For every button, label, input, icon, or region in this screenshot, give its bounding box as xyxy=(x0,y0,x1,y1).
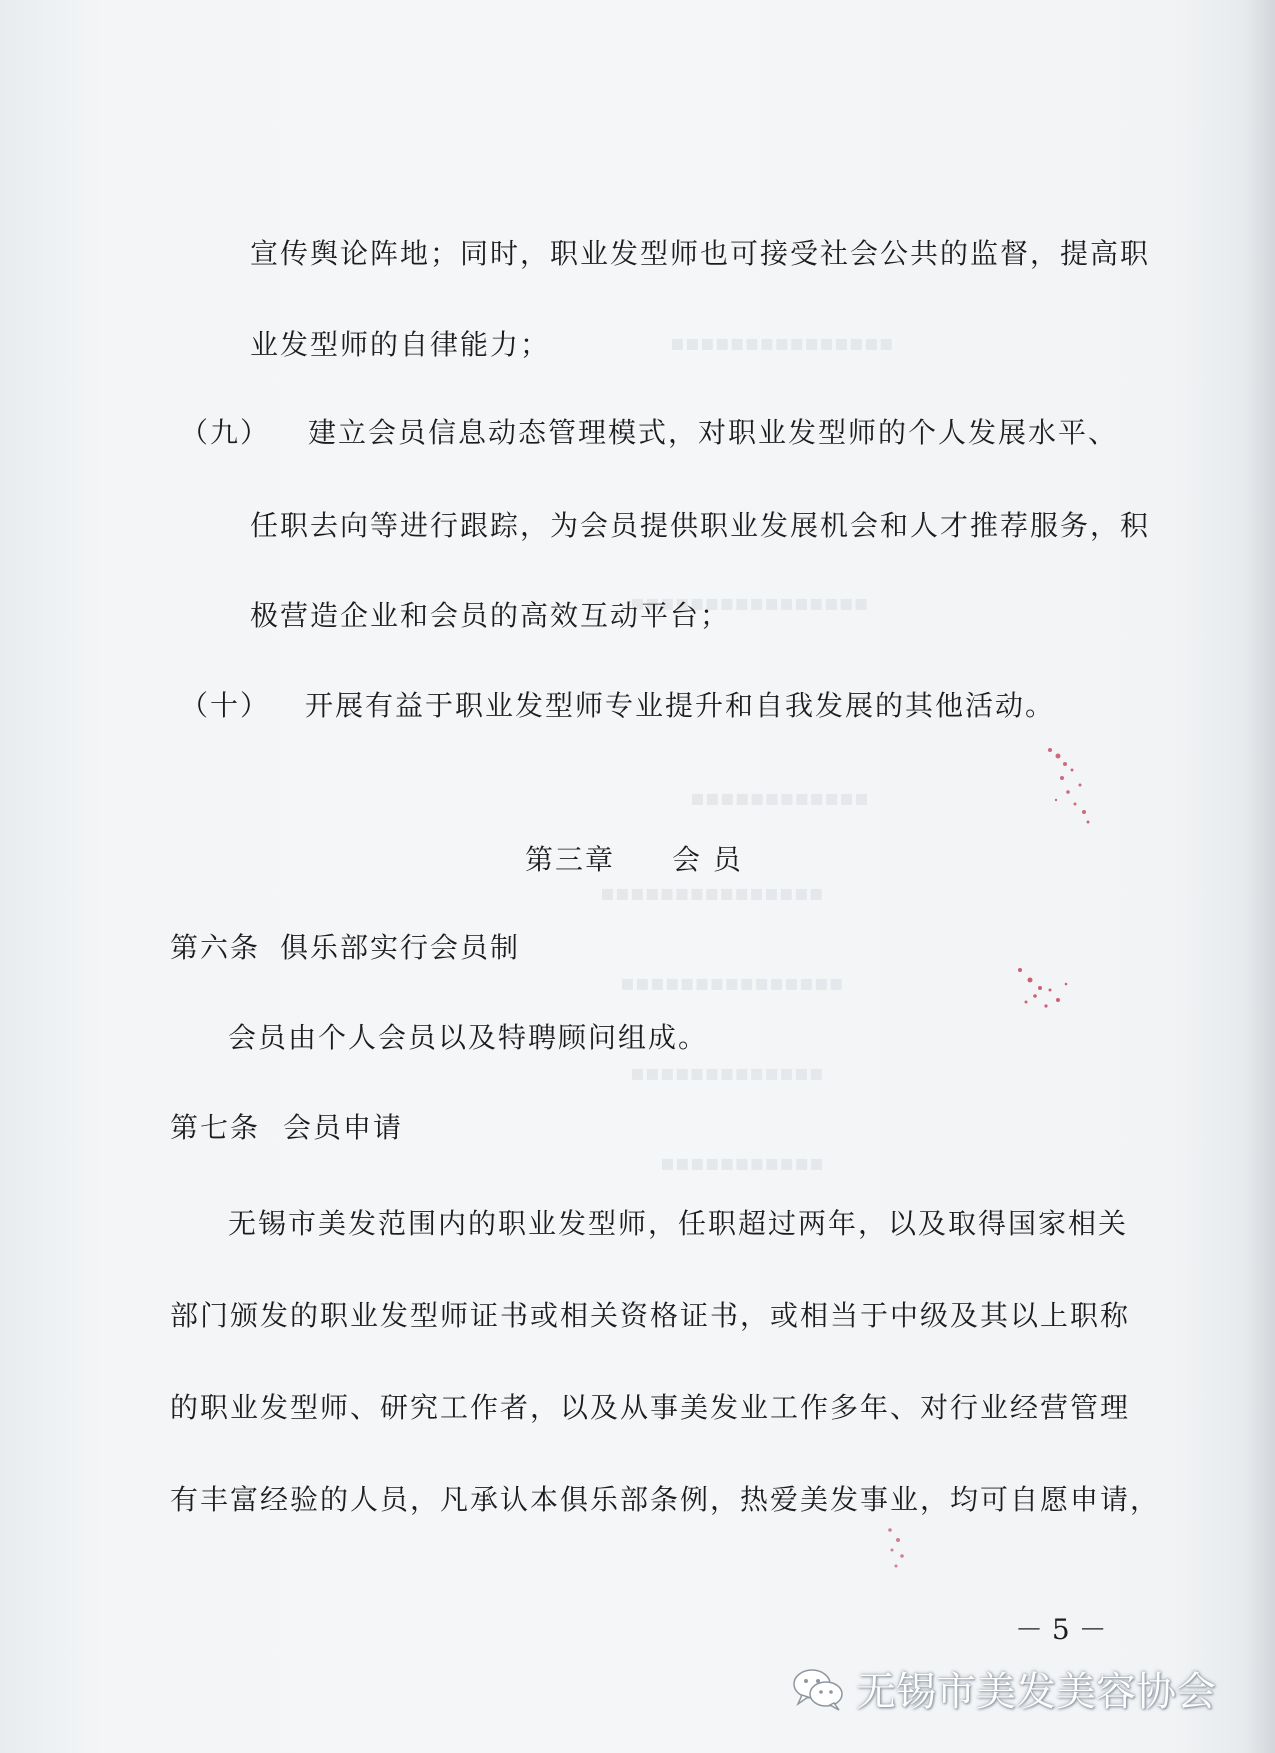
body-line: 开展有益于职业发型师专业提升和自我发展的其他活动。 xyxy=(305,689,1056,722)
chapter-heading: 第三章 xyxy=(525,843,616,876)
seal-stamp-fragment xyxy=(1020,730,1130,840)
body-line: 建立会员信息动态管理模式，对职业发型师的个人发展水平、 xyxy=(308,416,1119,449)
item-marker: （十） xyxy=(180,689,271,722)
watermark xyxy=(790,1660,1216,1717)
article-number: 第七条 xyxy=(170,1111,261,1144)
bleed-through-text: ▪▪▪▪▪▪▪▪▪▪▪ xyxy=(660,1151,825,1176)
article-title: 俱乐部实行会员制 xyxy=(280,931,521,964)
body-line: 极营造企业和会员的高效互动平台； xyxy=(250,599,731,632)
body-line: 有丰富经验的人员，凡承认本俱乐部条例，热爱美发事业，均可自愿申请， xyxy=(170,1483,1161,1516)
seal-stamp-fragment xyxy=(1000,940,1110,1050)
article-number: 第六条 xyxy=(170,931,261,964)
article-title: 会员申请 xyxy=(283,1111,404,1144)
bleed-through-text: ▪▪▪▪▪▪▪▪▪▪▪▪▪▪▪ xyxy=(600,881,824,906)
body-line: 的职业发型师、研究工作者，以及从事美发业工作多年、对行业经营管理 xyxy=(170,1391,1131,1424)
item-marker: （九） xyxy=(180,416,271,449)
body-line: 无锡市美发范围内的职业发型师，任职超过两年，以及取得国家相关 xyxy=(228,1207,1129,1240)
bleed-through-text: ▪▪▪▪▪▪▪▪▪▪▪▪▪▪▪▪ xyxy=(630,591,869,616)
page-edge-shadow xyxy=(1245,0,1275,1753)
page-number: － 5 － xyxy=(1015,1613,1107,1646)
watermark-text: 无锡市美发美容协会 xyxy=(856,1669,1216,1715)
wechat-icon xyxy=(790,1666,846,1712)
bleed-through-text: ▪▪▪▪▪▪▪▪▪▪▪▪▪ xyxy=(630,1061,824,1086)
body-line: 任职去向等进行跟踪，为会员提供职业发展机会和人才推荐服务，积 xyxy=(250,509,1151,542)
bleed-through-text: ▪▪▪▪▪▪▪▪▪▪▪▪▪▪▪ xyxy=(620,971,844,996)
bleed-through-text: ▪▪▪▪▪▪▪▪▪▪▪▪ xyxy=(690,786,869,811)
body-line: 宣传舆论阵地；同时，职业发型师也可接受社会公共的监督，提高职 xyxy=(250,237,1151,270)
body-line: 会员由个人会员以及特聘顾问组成。 xyxy=(228,1021,709,1054)
chapter-title: 会 员 xyxy=(672,843,743,876)
body-line: 部门颁发的职业发型师证书或相关资格证书，或相当于中级及其以上职称 xyxy=(170,1299,1131,1332)
seal-stamp-fragment xyxy=(870,1510,980,1620)
body-line: 业发型师的自律能力； xyxy=(250,328,551,361)
bleed-through-text: ▪▪▪▪▪▪▪▪▪▪▪▪▪▪▪ xyxy=(670,331,894,356)
